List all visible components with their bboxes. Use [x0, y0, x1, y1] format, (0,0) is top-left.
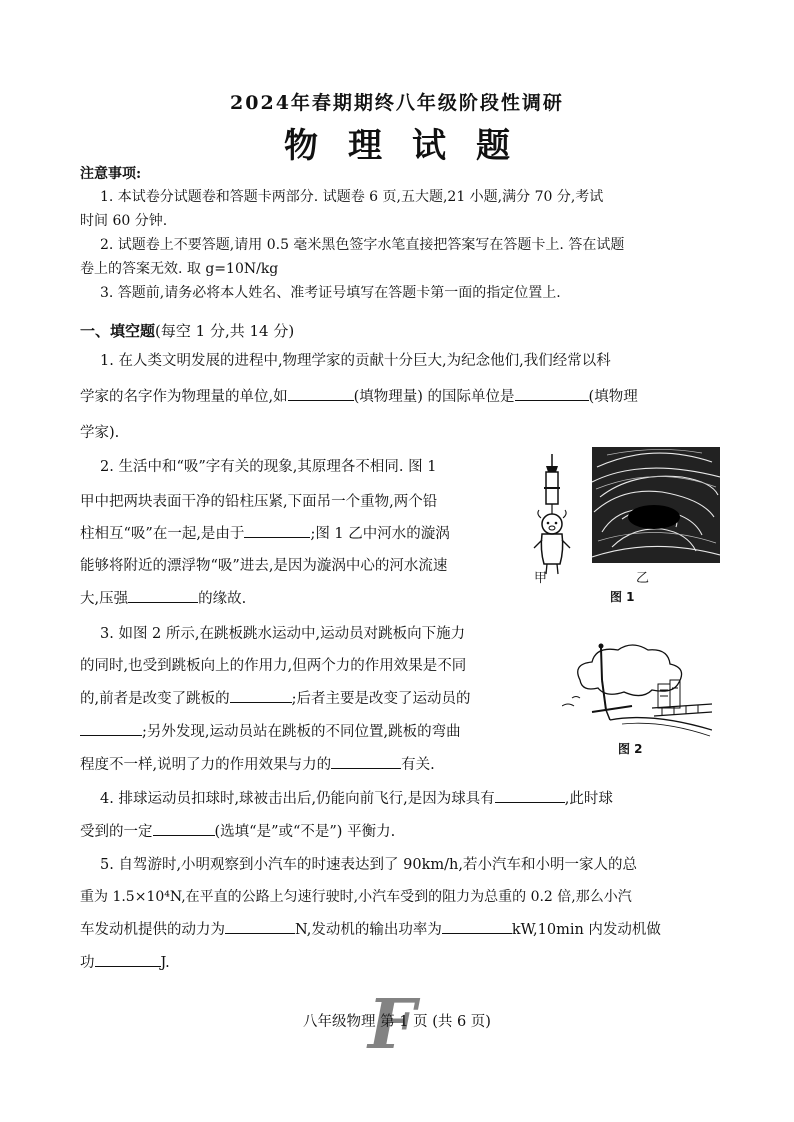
q3-text-e: 有关. [401, 757, 435, 773]
q1-text-a: 学家的名字作为物理量的单位,如 [80, 389, 288, 405]
watermark-letter: F [368, 985, 417, 1065]
q3-text-c: ;另外发现,运动员站在跳板的不同位置,跳板的弯曲 [142, 724, 461, 740]
q2-text-d: 的缘故. [198, 591, 247, 607]
q3-line-4 [80, 716, 461, 748]
figure-1-yi [592, 447, 720, 563]
answer-blank[interactable] [230, 688, 292, 703]
figure-1-label-jia: 甲 [534, 571, 548, 586]
notice-item-1: 1. 本试卷分试题卷和答题卡两部分. 试题卷 6 页,五大题,21 小题,满分 70 分,考试 [100, 189, 604, 205]
answer-blank[interactable] [128, 588, 198, 603]
q1-line-2 [80, 381, 638, 413]
notice-item-2-cont: 卷上的答案无效. 取 g=10N/kg [80, 261, 279, 277]
figure-2-caption: 图 2 [618, 742, 643, 756]
q4-text-b: ,此时球 [564, 791, 613, 807]
answer-blank[interactable] [225, 919, 295, 934]
lead-cylinder-illustration [522, 452, 582, 592]
notice-heading: 注意事项: [80, 166, 142, 182]
notice-item-2: 2. 试题卷上不要答题,请用 0.5 毫米黑色签字水笔直接把答案写在答题卡上. 答在试题 [100, 237, 625, 253]
q1-line-3: 学家). [80, 425, 120, 441]
figure-1-jia [522, 452, 582, 592]
q1-line-1: 1. 在人类文明发展的进程中,物理学家的贡献十分巨大,为纪念他们,我们经常以科 [100, 353, 611, 369]
q3-line-1: 3. 如图 2 所示,在跳板跳水运动中,运动员对跳板向下施力 [100, 626, 466, 642]
q1-text-b: (填物理量) 的国际单位是 [353, 389, 515, 405]
subject-title: 物理试题 [284, 126, 540, 166]
q3-line-3 [80, 683, 471, 715]
q3-text-b: ;后者主要是改变了运动员的 [291, 691, 471, 707]
q2-line-3 [80, 518, 450, 550]
q4-text-c: 受到的一定 [80, 824, 153, 840]
answer-blank[interactable] [331, 754, 401, 769]
q2-line-5 [80, 583, 246, 615]
figure-1-caption: 图 1 [610, 590, 635, 604]
q2-text-c: 大,压强 [80, 591, 129, 607]
figure-1-label-yi: 乙 [636, 571, 650, 586]
notice-item-1-cont: 时间 60 分钟. [80, 213, 168, 229]
page-footer: 八年级物理 第 1 页 (共 6 页) [303, 1014, 491, 1030]
q3-line-5 [80, 749, 435, 781]
q5-text-c: kW,10min 内发动机做 [511, 922, 661, 938]
q4-text-a: 4. 排球运动员扣球时,球被击出后,仍能向前飞行,是因为球具有 [100, 791, 495, 807]
exam-title: 2024年春期期终八年级阶段性调研 [230, 92, 564, 114]
q2-line-2: 甲中把两块表面干净的铅柱压紧,下面吊一个重物,两个铅 [80, 494, 438, 510]
answer-blank[interactable] [153, 821, 215, 836]
section-fill-blank [80, 320, 294, 341]
q5-text-e: J. [160, 955, 170, 971]
q5-text-a: 车发动机提供的动力为 [80, 922, 225, 938]
answer-blank[interactable] [95, 952, 161, 967]
q2-line-4: 能够将附近的漂浮物“吸”进去,是因为漩涡中心的河水流速 [80, 558, 448, 574]
answer-blank[interactable] [442, 919, 512, 934]
q5-text-b: N,发动机的输出功率为 [295, 922, 442, 938]
q5-line-1: 5. 自驾游时,小明观察到小汽车的时速表达到了 90km/h,若小汽车和小明一家人的总 [100, 857, 637, 873]
answer-blank[interactable] [244, 523, 310, 538]
q4-line-2 [80, 816, 395, 848]
q5-line-4 [80, 947, 170, 979]
figure-2 [562, 640, 712, 738]
q4-text-d: (选填“是”或“不是”) 平衡力. [214, 824, 396, 840]
answer-blank[interactable] [80, 721, 142, 736]
q3-line-2: 的同时,也受到跳板向上的作用力,但两个力的作用效果是不同 [80, 658, 467, 674]
section-title: 一、填空题 [80, 322, 156, 340]
q5-text-d: 功 [80, 955, 95, 971]
whirlpool-illustration [592, 447, 720, 563]
q5-line-2: 重为 1.5×10⁴N,在平直的公路上匀速行驶时,小汽车受到的阻力为总重的 0.2 倍,那么小汽 [80, 889, 632, 905]
diving-board-illustration [562, 640, 712, 738]
section-note: (每空 1 分,共 14 分) [155, 322, 295, 340]
q1-text-c: (填物理 [588, 389, 638, 405]
q2-line-1: 2. 生活中和“吸”字有关的现象,其原理各不相同. 图 1 [100, 459, 437, 475]
notice-item-3: 3. 答题前,请务必将本人姓名、准考证号填写在答题卡第一面的指定位置上. [100, 285, 561, 301]
q2-text-a: 柱相互“吸”在一起,是由于 [80, 526, 245, 542]
q3-text-a: 的,前者是改变了跳板的 [80, 691, 230, 707]
q5-line-3 [80, 914, 661, 946]
answer-blank[interactable] [515, 386, 589, 401]
answer-blank[interactable] [495, 788, 565, 803]
q2-text-b: ;图 1 乙中河水的漩涡 [310, 526, 450, 542]
q3-text-d: 程度不一样,说明了力的作用效果与力的 [80, 757, 332, 773]
q4-line-1 [100, 783, 613, 815]
answer-blank[interactable] [288, 386, 354, 401]
